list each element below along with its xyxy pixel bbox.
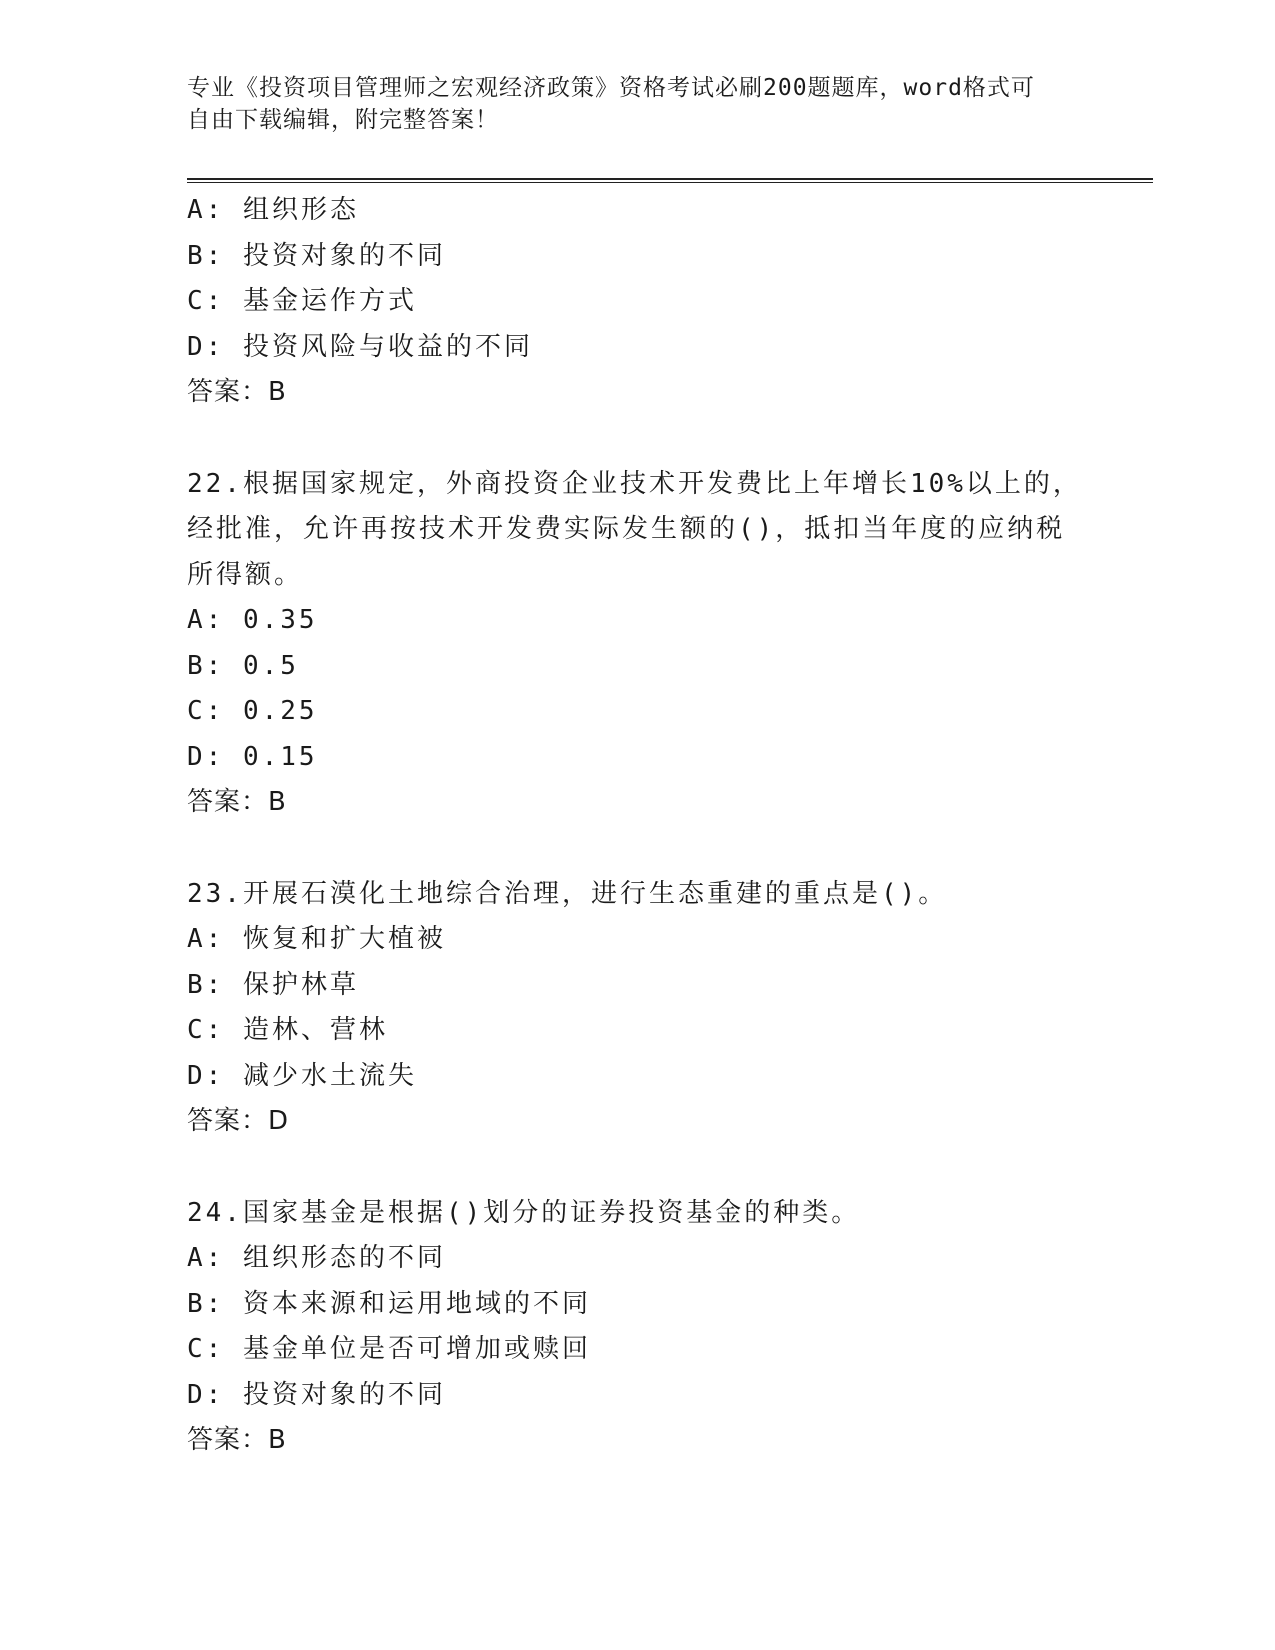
question-text-line-3: 所得额。	[187, 559, 304, 590]
spacer	[187, 416, 1087, 462]
question-24	[187, 1191, 1087, 1464]
option-a: A: 组织形态	[187, 195, 359, 225]
option-b: B: 0.5	[187, 650, 299, 681]
option-d: D: 投资对象的不同	[187, 1379, 446, 1410]
question-text-line-1: 22.根据国家规定，外商投资企业技术开发费比上年增长10%以上的，	[187, 468, 1082, 499]
option-a: A: 0.35	[187, 605, 318, 635]
question-21	[187, 188, 1087, 416]
option-c: C: 造林、营林	[187, 1015, 388, 1045]
question-23	[187, 872, 1087, 1145]
option-c: C: 基金单位是否可增加或赎回	[187, 1334, 591, 1364]
option-d: D: 0.15	[187, 741, 318, 772]
option-c: C: 基金运作方式	[187, 286, 417, 316]
answer-text: 答案：B	[187, 377, 287, 407]
option-b: B: 保护林草	[187, 969, 359, 1000]
answer-text: 答案：B	[187, 787, 287, 817]
option-d: D: 投资风险与收益的不同	[187, 331, 533, 362]
spacer	[187, 1145, 1087, 1191]
question-22	[187, 462, 1087, 826]
document-header	[187, 72, 1067, 136]
question-text-line-1: 24.国家基金是根据()划分的证券投资基金的种类。	[187, 1197, 861, 1228]
question-text-line-2: 经批准，允许再按技术开发费实际发生额的()，抵扣当年度的应纳税	[187, 514, 1066, 544]
question-text-line-1: 23.开展石漠化土地综合治理，进行生态重建的重点是()。	[187, 878, 948, 909]
header-title-line-2: 自由下载编辑，附完整答案！	[187, 107, 499, 133]
option-a: A: 组织形态的不同	[187, 1243, 446, 1273]
option-d: D: 减少水土流失	[187, 1060, 417, 1091]
header-rule-thin	[187, 182, 1153, 183]
option-c: C: 0.25	[187, 696, 318, 726]
header-rule-thick	[187, 178, 1153, 180]
header-title-line-1: 专业《投资项目管理师之宏观经济政策》资格考试必刷200题题库，word格式可	[187, 75, 1035, 101]
question-list	[187, 188, 1087, 1464]
option-b: B: 投资对象的不同	[187, 240, 446, 271]
option-b: B: 资本来源和运用地域的不同	[187, 1288, 591, 1319]
answer-text: 答案：B	[187, 1425, 287, 1455]
option-a: A: 恢复和扩大植被	[187, 924, 446, 954]
spacer	[187, 826, 1087, 872]
answer-text: 答案：D	[187, 1106, 290, 1136]
